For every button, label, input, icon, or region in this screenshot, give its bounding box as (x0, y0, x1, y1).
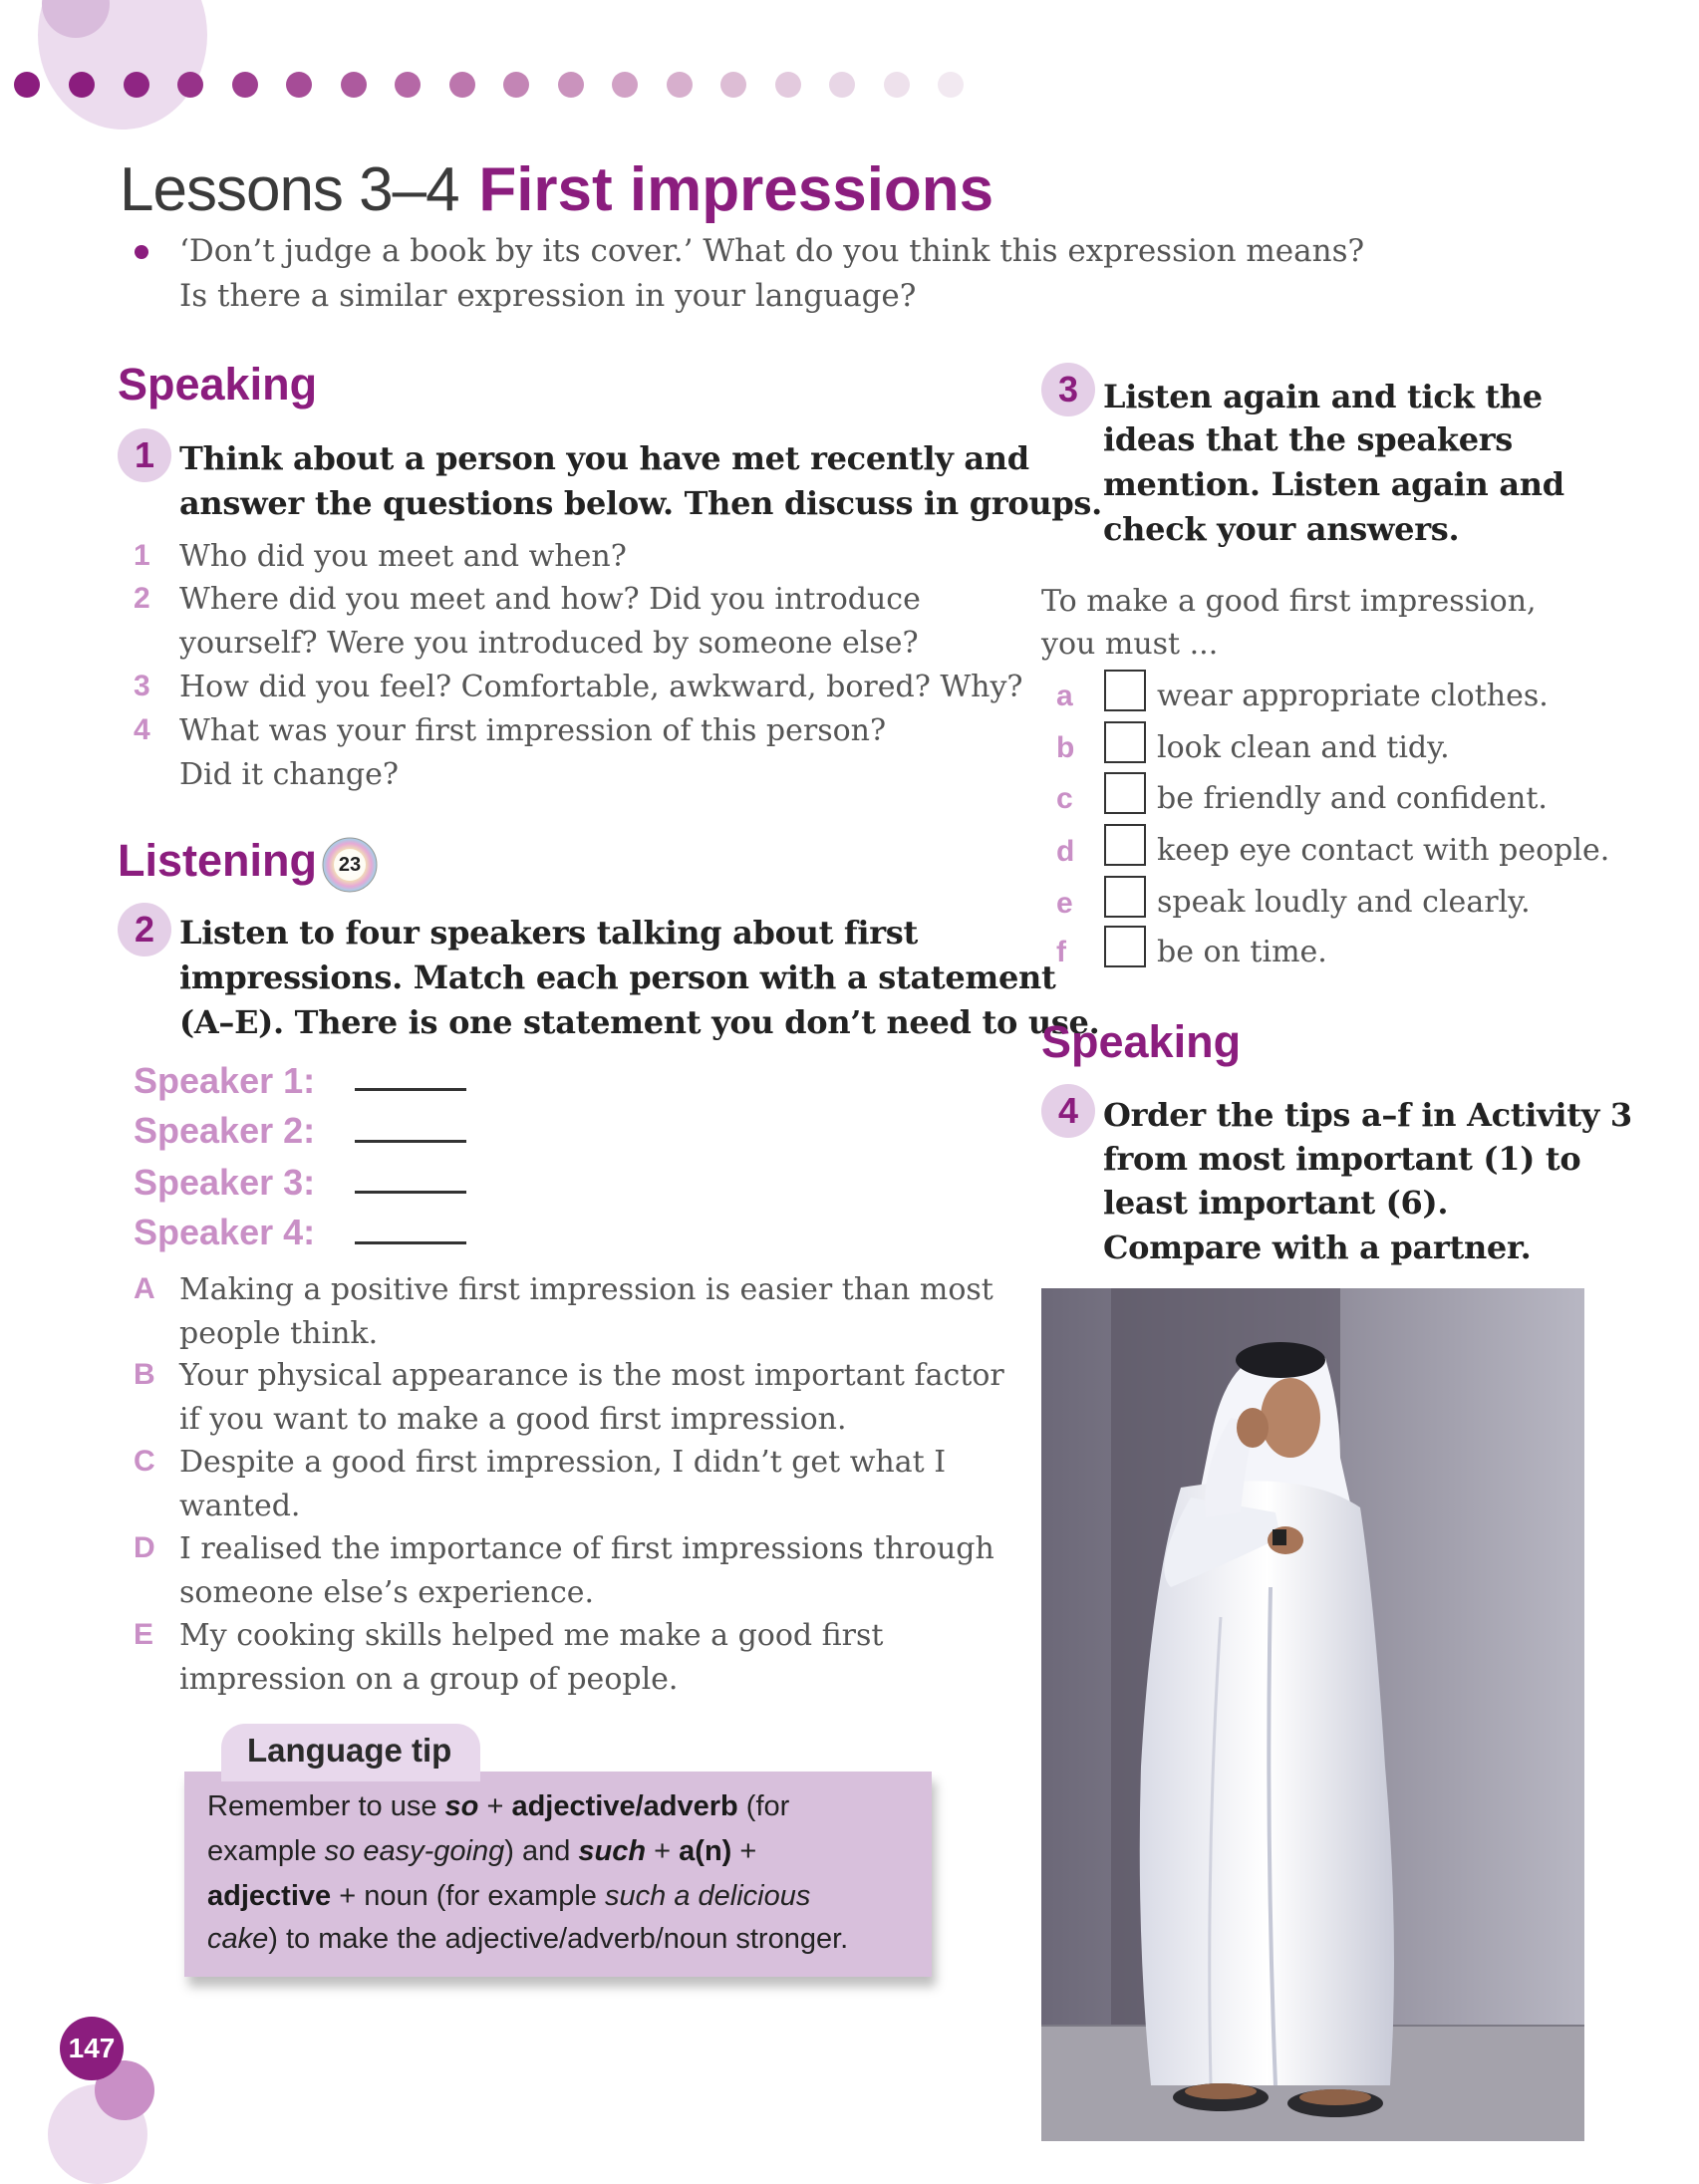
question-text: How did you feel? Comfortable, awkward, bored? Why? (179, 670, 1023, 704)
option-e-checkbox[interactable] (1104, 876, 1146, 918)
option-letter: b (1056, 731, 1075, 764)
speaker-4-answer-blank[interactable] (355, 1241, 466, 1244)
title-topic: First impressions (478, 155, 994, 224)
activity-2-instruction-line-2: impressions. Match each person with a statement (179, 958, 1056, 996)
audio-cd-icon (322, 837, 378, 893)
activity-3-lead-line-2: you must ... (1041, 627, 1219, 662)
statement-text: My cooking skills helped me make a good first (179, 1618, 884, 1653)
activity-1-instruction-line-1: Think about a person you have met recently and (179, 439, 1029, 477)
statement-text: Your physical appearance is the most important factor (179, 1358, 1004, 1393)
activity-3-instruction-line-1: Listen again and tick the (1103, 378, 1543, 415)
option-text: be on time. (1157, 935, 1327, 969)
option-letter: e (1056, 887, 1073, 920)
option-text: wear appropriate clothes. (1157, 679, 1549, 713)
speaker-label: Speaker 3: (134, 1162, 316, 1203)
track-number: 23 (338, 854, 362, 876)
speaker-label: Speaker 1: (134, 1060, 316, 1101)
language-tip-line-3: adjective + noun (for example such a delicious (207, 1880, 811, 1912)
activity-1-instruction-line-2: answer the questions below. Then discuss in groups. (179, 484, 1102, 522)
statement-text: if you want to make a good first impression. (179, 1402, 847, 1437)
speaking-heading-2: Speaking (1041, 1016, 1242, 1067)
language-tip-title: Language tip (247, 1732, 452, 1769)
activity-3-number: 3 (1041, 363, 1095, 416)
statement-text: impression on a group of people. (179, 1662, 679, 1697)
intro-line-2: Is there a similar expression in your language? (179, 278, 917, 314)
option-text: look clean and tidy. (1157, 730, 1450, 765)
activity-4-instruction-line-2: from most important (1) to (1103, 1140, 1581, 1178)
statement-text: people think. (179, 1316, 379, 1351)
option-letter: c (1056, 782, 1073, 815)
listening-heading: Listening (118, 835, 317, 886)
photo-man-checking-watch (1041, 1288, 1584, 2141)
speaker-3-answer-blank[interactable] (355, 1191, 466, 1194)
statement-text: I realised the importance of first impressions through (179, 1531, 994, 1566)
option-a-checkbox[interactable] (1104, 670, 1146, 711)
language-tip-line-1: Remember to use so + adjective/adverb (for (207, 1790, 790, 1822)
activity-4-instruction-line-3: least important (6). (1103, 1184, 1449, 1222)
question-number: 1 (134, 539, 150, 572)
statement-text: wanted. (179, 1489, 301, 1523)
question-number: 3 (134, 670, 150, 702)
speaker-label: Speaker 2: (134, 1110, 316, 1151)
option-letter: a (1056, 680, 1073, 712)
speaking-heading: Speaking (118, 359, 318, 410)
speaker-label: Speaker 4: (134, 1212, 316, 1252)
activity-3-lead-line-1: To make a good first impression, (1041, 584, 1537, 619)
option-text: be friendly and confident. (1157, 781, 1548, 816)
statement-letter: D (134, 1531, 155, 1564)
option-b-checkbox[interactable] (1104, 721, 1146, 763)
question-text: Did it change? (179, 757, 399, 792)
question-text: Who did you meet and when? (179, 539, 627, 574)
activity-4-number: 4 (1041, 1084, 1095, 1138)
language-tip-line-2: example so easy-going) and such + a(n) + (207, 1835, 757, 1867)
title-lessons: Lessons 3–4 (120, 155, 459, 224)
statement-text: Despite a good first impression, I didn’t get what I (179, 1445, 947, 1480)
intro-line-1: ‘Don’t judge a book by its cover.’ What do you think this expression means? (179, 233, 1365, 269)
activity-4-instruction-line-1: Order the tips a–f in Activity 3 (1103, 1096, 1632, 1134)
statement-text: someone else’s experience. (179, 1575, 595, 1610)
page-number: 147 (60, 2017, 124, 2080)
option-letter: f (1056, 936, 1066, 968)
activity-4-instruction-line-4: Compare with a partner. (1103, 1228, 1532, 1266)
statement-letter: C (134, 1445, 155, 1478)
option-letter: d (1056, 835, 1075, 868)
question-text: What was your first impression of this person? (179, 713, 887, 748)
question-number: 4 (134, 713, 150, 746)
statement-letter: E (134, 1618, 154, 1651)
option-c-checkbox[interactable] (1104, 772, 1146, 814)
language-tip-line-4: cake) to make the adjective/adverb/noun stronger. (207, 1923, 849, 1955)
page-title (120, 149, 993, 230)
question-text: Where did you meet and how? Did you introduce (179, 582, 921, 617)
activity-1-number: 1 (118, 428, 171, 482)
statement-text: Making a positive first impression is easier than most (179, 1272, 993, 1307)
activity-2-instruction-line-3: (A–E). There is one statement you don’t need to use. (179, 1003, 1100, 1041)
statement-letter: A (134, 1272, 155, 1305)
activity-3-instruction-line-3: mention. Listen again and (1103, 465, 1564, 503)
statement-letter: B (134, 1358, 155, 1391)
option-text: keep eye contact with people. (1157, 833, 1610, 868)
speaker-2-answer-blank[interactable] (355, 1140, 466, 1143)
option-text: speak loudly and clearly. (1157, 885, 1531, 920)
question-number: 2 (134, 582, 150, 615)
activity-3-instruction-line-2: ideas that the speakers (1103, 420, 1514, 458)
option-f-checkbox[interactable] (1104, 926, 1146, 967)
activity-2-number: 2 (118, 903, 171, 956)
option-d-checkbox[interactable] (1104, 824, 1146, 866)
bullet-icon (135, 245, 148, 259)
activity-3-instruction-line-4: check your answers. (1103, 510, 1460, 548)
question-text: yourself? Were you introduced by someone else? (179, 626, 919, 661)
speaker-1-answer-blank[interactable] (355, 1088, 466, 1091)
activity-2-instruction-line-1: Listen to four speakers talking about first (179, 914, 918, 952)
